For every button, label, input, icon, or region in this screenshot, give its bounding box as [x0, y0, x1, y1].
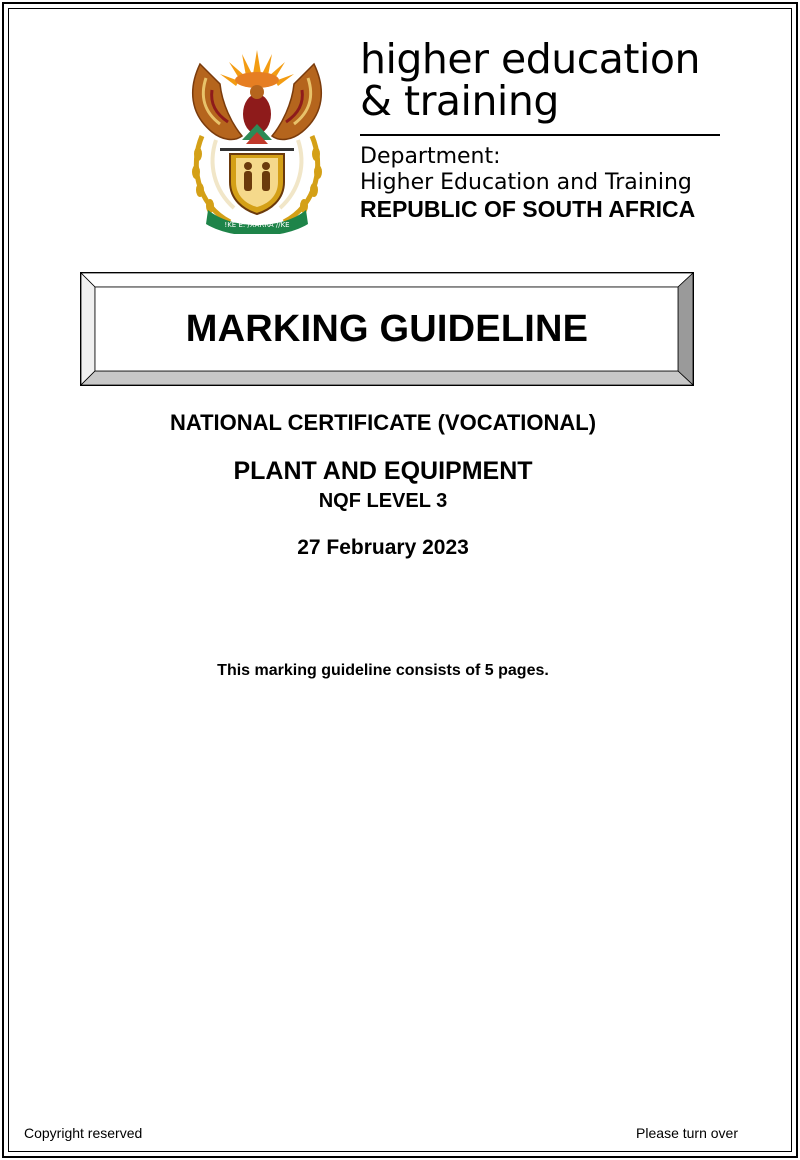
- subject-name: PLANT AND EQUIPMENT: [233, 457, 533, 485]
- coat-of-arms-emblem: [182, 44, 332, 234]
- country-name: REPUBLIC OF SOUTH AFRICA: [360, 196, 696, 222]
- department-name: Higher Education and Training: [360, 170, 692, 195]
- department-header: [360, 35, 730, 222]
- document-title: MARKING GUIDELINE: [185, 307, 589, 350]
- exam-date: 27 February 2023: [297, 536, 469, 559]
- department-divider: [360, 134, 720, 136]
- footer-turn-over: Please turn over: [636, 1125, 738, 1141]
- footer-copyright: Copyright reserved: [24, 1125, 143, 1141]
- department-title-line1: higher education: [360, 35, 700, 83]
- department-label: Department:: [360, 144, 501, 169]
- page-count-note: This marking guideline consists of 5 pages.: [217, 662, 549, 679]
- motto-text: !KE E: /XARRA //KE: [224, 221, 290, 229]
- department-title-line2: & training: [360, 77, 559, 125]
- certificate-name: NATIONAL CERTIFICATE (VOCATIONAL): [169, 410, 597, 435]
- nqf-level: NQF LEVEL 3: [318, 490, 448, 512]
